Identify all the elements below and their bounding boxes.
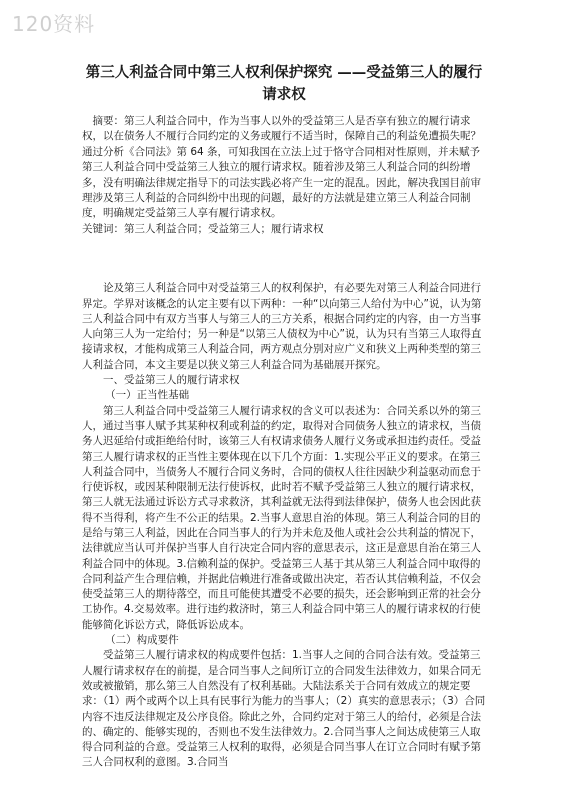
watermark-text: 120资料 [12, 12, 96, 36]
paragraph-legitimacy: 第三人利益合同中受益第三人履行请求权的含义可以表述为：合同关系以外的第三人，通过当事人赋予其某种权利或利益的约定，取得对合同债务人独立的请求权，当债务人迟延给付或拒绝给付时，该第三人有权请求债务人履行义务或承担违约责任。受益第三人履行请求权的正当性主要体现在以下几个方面：1.实现公平正义的要求。在第三人利益合同中，当债务人不履行合同义务时，合同的债权人往往因缺少利益驱动而怠于行使诉权，或因某种限制无法行使诉权，此时若不赋予受益第三人独立的履行请求权，第三人就无法通过诉讼方式寻求救济，其利益就无法得到法律保护，债务人也会因此获得不当得利，将产生不公正的结果。2.当事人意思自治的体现。第三人利益合同的目的是给与第三人利益，因此在合同当事人的行为并未危及他人或社会公共利益的情况下，法律就应当认可并保护当事人自行决定合同内容的意思表示，这正是意思自治在第三人利益合同中的体现。3.信赖利益的保护。受益第三人基于其从第三人利益合同中取得的合同利益产生合理信赖，并据此信赖进行准备或做出决定，若否认其信赖利益，不仅会使受益第三人的期待落空，而且可能使其遭受不必要的损失，还会影响到正常的社会分工协作。4.交易效率。进行违约救济时，第三人利益合同中第三人的履行请求权的行使能够简化诉讼方式，降低诉讼成本。 [82, 404, 481, 631]
body-section [82, 281, 486, 771]
subheading-elements: （二）构成要件 [105, 634, 179, 647]
keywords-text: 关键词：第三人利益合同；受益第三人；履行请求权 [82, 222, 324, 235]
intro-paragraph: 论及第三人利益合同中对受益第三人的权利保护，有必要先对第三人利益合同进行界定。学界对该概念的认定主要有以下两种：一种“以向第三人给付为中心”说，认为第三人利益合同中有双方当事人与第三人的三方关系，根据合同约定的内容，由一方当事人向第三人为一定给付；另一种是“以第三人债权为中心”说，认为只有当第三人取得直接请求权，才能构成第三人利益合同，两方观点分别对应广义和狭义上两种类型的第三人利益合同，本文主要是以狭义第三人利益合同为基础展开探究。 [82, 282, 482, 371]
subheading-legitimacy: （一）正当性基础 [105, 389, 190, 402]
paragraph-elements: 受益第三人履行请求权的构成要件包括：1.当事人之间的合同合法有效。受益第三人履行请求权存在的前提，是合同当事人之间所订立的合同发生法律效力，如果合同无效或被撤销，那么第三人自然没有了权利基础。大陆法系关于合同有效成立的规定要求：（1）两个或两个以上具有民事行为能力的当事人；（2）真实的意思表示；（3）合同内容不违反法律规定及公序良俗。除此之外，合同约定对于第三人的给付，必须是合法的、确定的、能够实现的，否则也不发生法律效力。2.合同当事人之间达成使第三人取得合同利益的合意。受益第三人权利的取得，必须是合同当事人在订立合同时有赋予第三人合同权利的意图。3.合同当 [82, 649, 486, 769]
abstract-section [82, 114, 486, 237]
document-title: 第三人利益合同中第三人权利保护探究 ——受益第三人的履行请求权 [85, 65, 483, 103]
section-gap [82, 237, 486, 281]
document-page [82, 62, 486, 771]
section-heading-1: 一、受益第三人的履行请求权 [103, 374, 240, 387]
abstract-text: 摘要：第三人利益合同中，作为当事人以外的受益第三人是否享有独立的履行请求权，以在债务人不履行合同约定的义务或履行不适当时，保障自己的利益免遭损失呢？通过分析《合同法》第 64 条，可知我国在立法上过于恪守合同相对性原则，并未赋予第三人利益合同中受益第三人独立的履行请求权。随着涉及第三人利益合同的纠纷增多，没有明确法律规定指导下的司法实践必将产生一定的混乱。因此，解决我国目前审理涉及第三人利益的合同纠纷中出现的问题，最好的方法就是建立第三人利益合同制度，明确规定受益第三人享有履行请求权。 [82, 115, 481, 220]
